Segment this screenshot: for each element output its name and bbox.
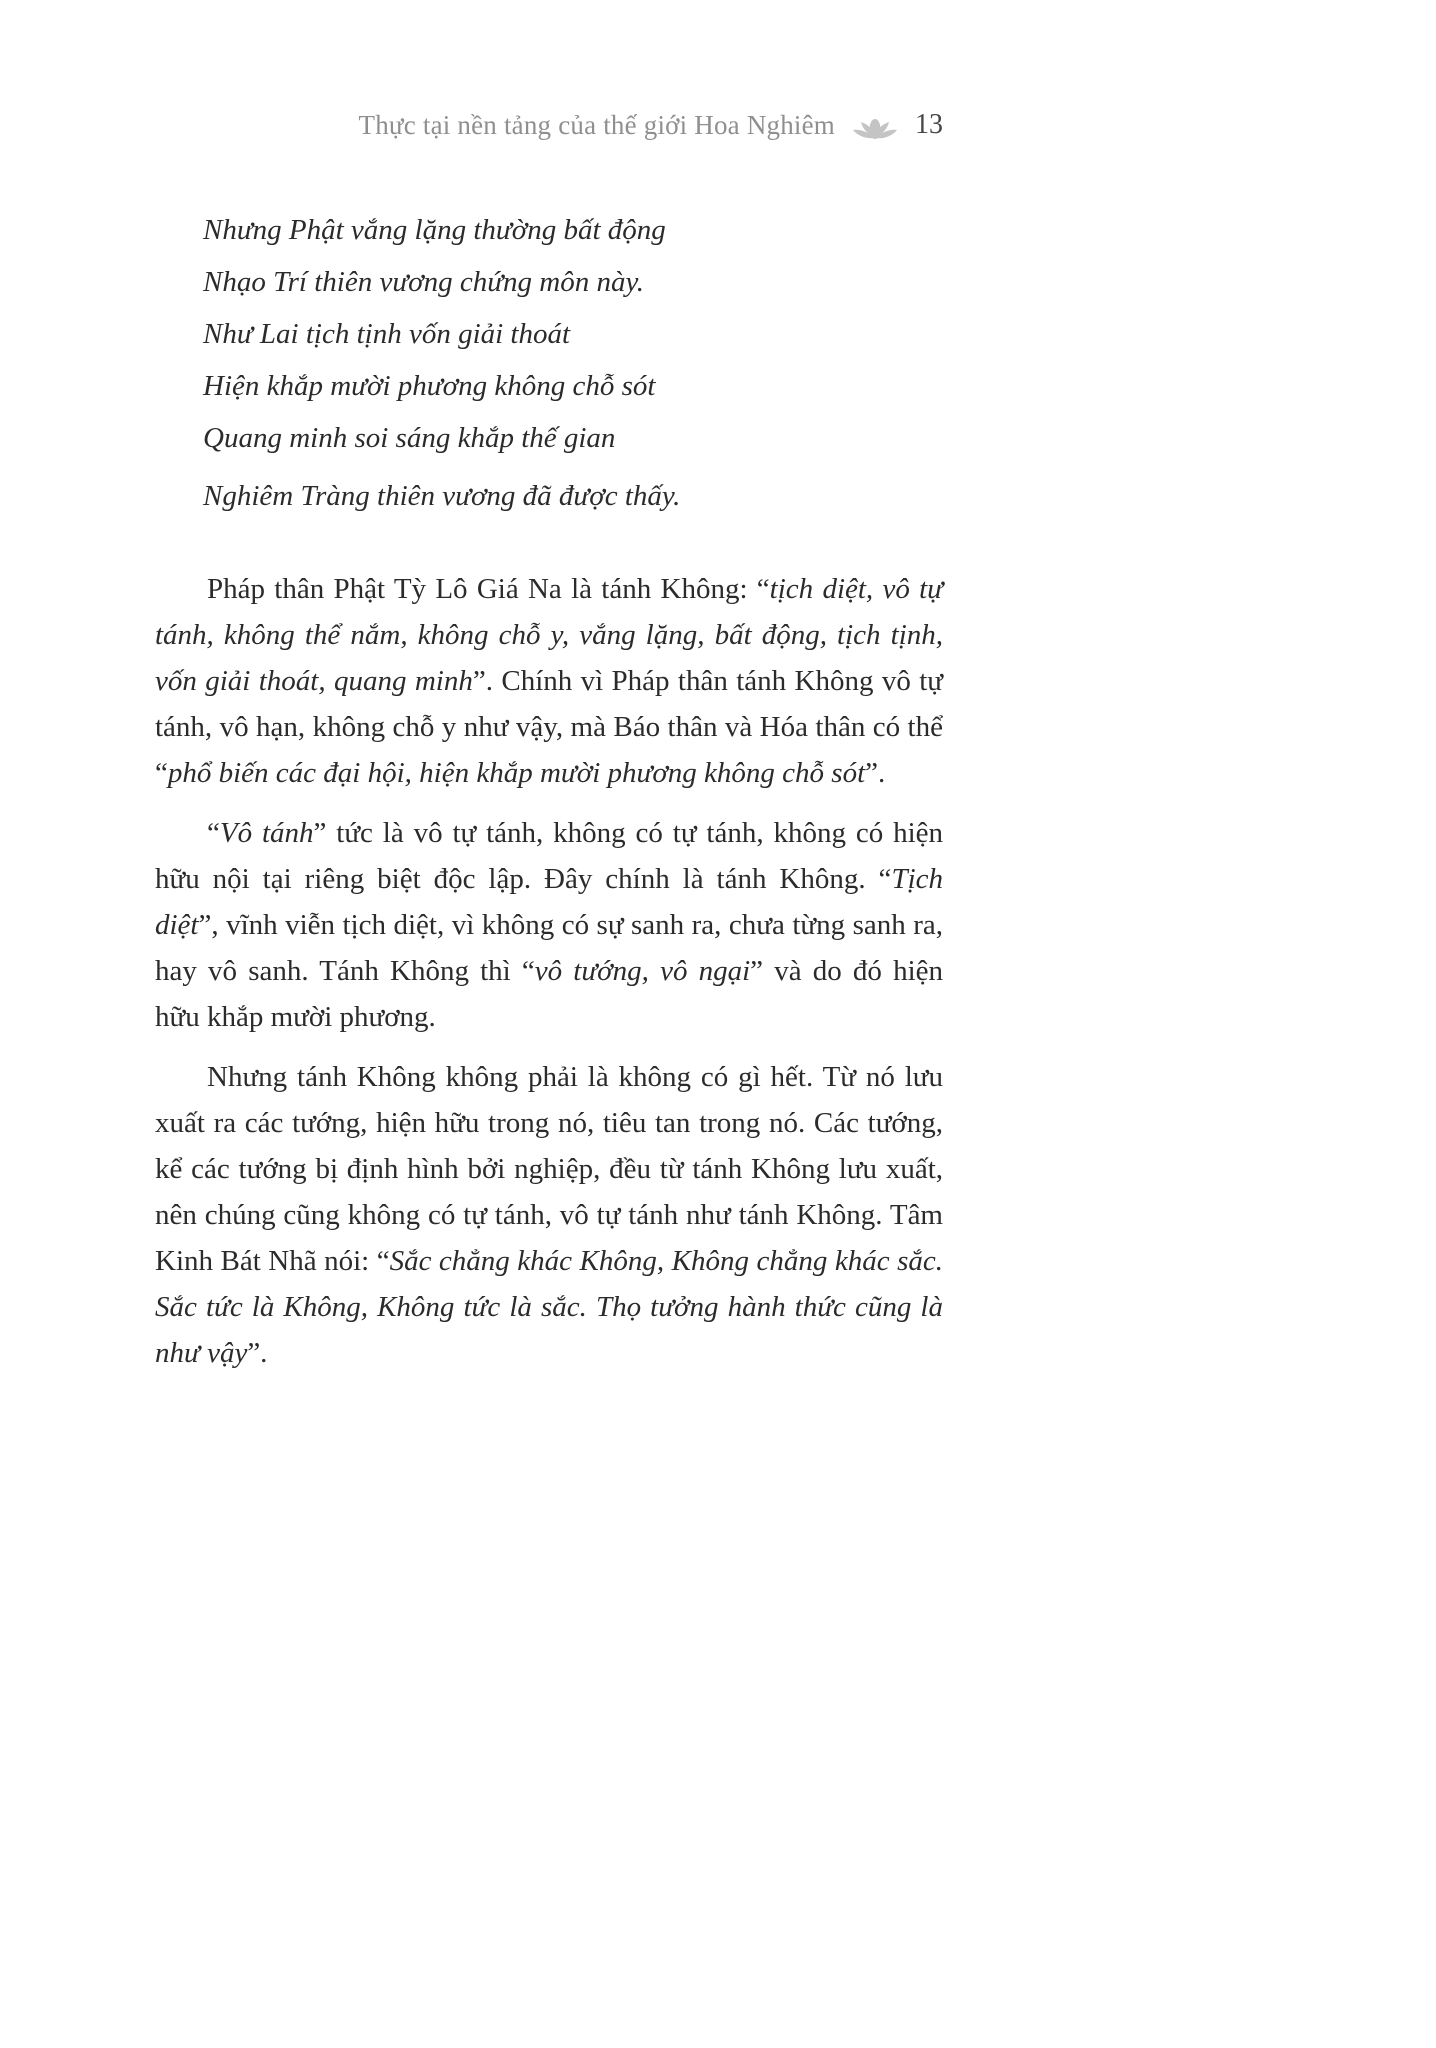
body-text-segment: ”. xyxy=(247,1337,268,1369)
body-text-segment: ”, vĩnh viễn tịch diệt, vì không có sự sanh ra, chưa từng sanh ra, hay vô sanh. Tánh Không thì “ xyxy=(155,909,943,987)
page-content xyxy=(155,108,943,1390)
quoted-italic-text: Tịch diệt xyxy=(155,863,943,941)
body-text-segment: ” tức là vô tự tánh, không có tự tánh, không có hiện hữu nội tại riêng biệt độc lập. Đây chính là tánh Không. “ xyxy=(155,817,943,895)
body-text-segment: ” và do đó hiện hữu khắp mười phương. xyxy=(155,955,944,1033)
verse-line: Như Lai tịch tịnh vốn giải thoát xyxy=(203,318,571,350)
verse-line: Nhưng Phật vắng lặng thường bất động xyxy=(203,214,666,246)
verse-line: Nhạo Trí thiên vương chứng môn này. xyxy=(203,266,645,298)
running-header xyxy=(155,108,943,142)
paragraph xyxy=(155,810,943,1040)
body-text-segment: ”. xyxy=(865,757,886,789)
body-text-segment: ”. Chính vì Pháp thân tánh Không vô tự tánh, vô hạn, không chỗ y như vậy, mà Báo thân và Hóa thân có thể “ xyxy=(155,665,944,789)
body-text-segment: Nhưng tánh Không không phải là không có gì hết. Từ nó lưu xuất ra các tướng, hiện hữu trong nó, tiêu tan trong nó. Các tướng, kể các tướng bị định hình bởi nghiệp, đều từ tánh Không lưu xuất, nên chúng cũng không có tự tánh, vô tự tánh như tánh Không. Tâm Kinh Bát Nhã nói: “ xyxy=(155,1061,943,1277)
quoted-italic-text: vô tướng, vô ngại xyxy=(534,955,751,987)
quoted-italic-text: tịch diệt, vô tự tánh, không thể nắm, không chỗ y, vắng lặng, bất động, tịch tịnh, vốn giải thoát, quang minh xyxy=(155,573,943,697)
page-number: 13 xyxy=(915,109,943,140)
lotus-ornament-icon xyxy=(851,114,899,140)
paragraph xyxy=(155,566,943,796)
paragraph xyxy=(155,1054,943,1376)
verse-block xyxy=(203,204,943,522)
body-text xyxy=(155,566,943,1376)
verse-line: Hiện khắp mười phương không chỗ sót xyxy=(203,370,656,402)
body-text-segment: “ xyxy=(207,817,220,849)
quoted-italic-text: Sắc chẳng khác Không, Không chẳng khác sắc. Sắc tức là Không, Không tức là sắc. Thọ tưởng hành thức cũng là như vậy xyxy=(155,1245,943,1369)
body-text-segment: Pháp thân Phật Tỳ Lô Giá Na là tánh Không: “ xyxy=(207,573,770,605)
verse-line: Quang minh soi sáng khắp thế gian xyxy=(203,422,616,454)
quoted-italic-text: Vô tánh xyxy=(219,817,314,849)
verse-line: Nghiêm Tràng thiên vương đã được thấy. xyxy=(203,480,681,512)
quoted-italic-text: phổ biến các đại hội, hiện khắp mười phương không chỗ sót xyxy=(167,757,866,789)
running-header-title: Thực tại nền tảng của thế giới Hoa Nghiêm xyxy=(358,110,835,140)
